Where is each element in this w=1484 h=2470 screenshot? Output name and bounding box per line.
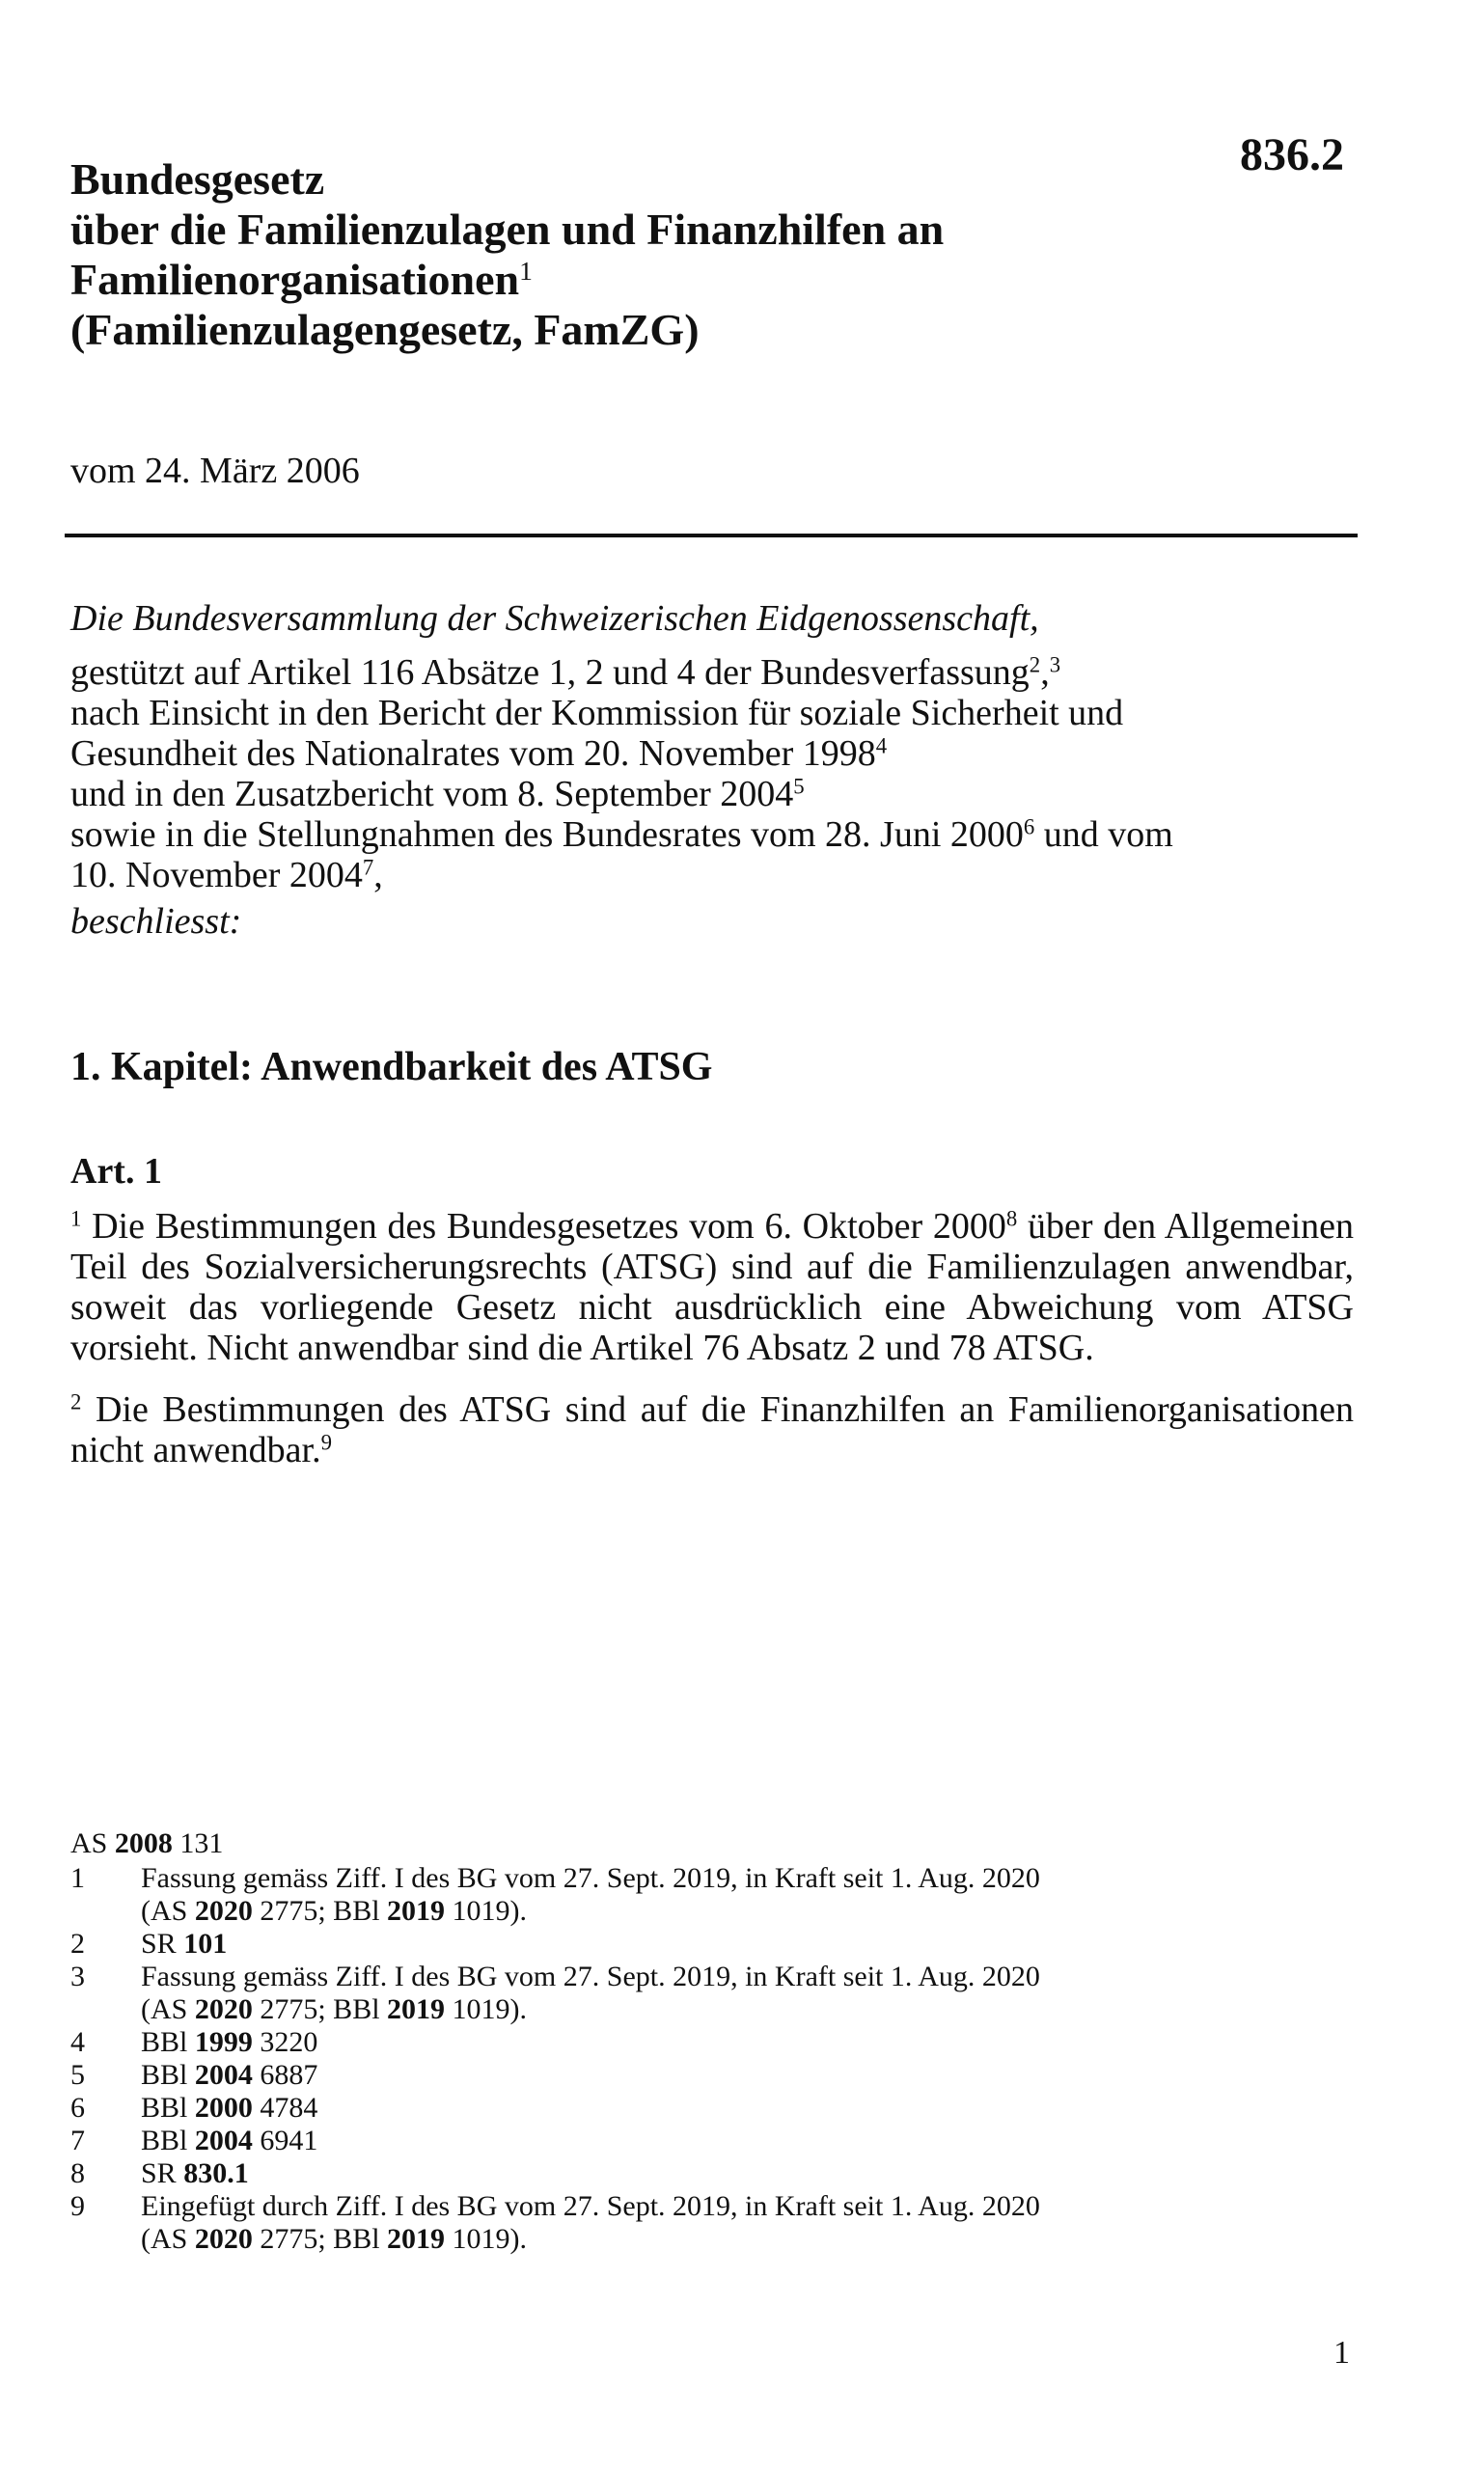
footnote-item: 7 BBl 2004 6941	[70, 2125, 318, 2156]
footnote-ref[interactable]: 8	[1005, 1206, 1018, 1231]
footnote-ref[interactable]: 1	[519, 255, 533, 286]
divider	[65, 534, 1358, 537]
footnote-ref[interactable]: 9	[320, 1430, 332, 1455]
article-paragraph-1: $^1$ Die Bestimmungen des Bundesgesetzes vom 6. Oktober 2000$^8$ über den Allgemeinen Teil des Sozialversicherungsrechts (ATSG) sind auf die Familienzulagen anwendbar, soweit das vorliegende Gesetz nicht ausdrücklich eine Abweichung vom ATSG vorsieht. Nicht anwendbar sind die Artikel 76 Absatz 2 und 78 ATSG.	[70, 1206, 1355, 1368]
preamble-line: und in den Zusatzbericht vom 8. September 2004$^5$	[70, 774, 805, 814]
preamble-line: nach Einsicht in den Bericht der Kommission für soziale Sicherheit und	[70, 693, 1124, 733]
footnote-item: 9 Eingefügt durch Ziff. I des BG vom 27. Sept. 2019, in Kraft seit 1. Aug. 2020 (AS 2020 2775; BBl 2019 1019).	[70, 2190, 1040, 2255]
footnote-item: 6 BBl 2000 4784	[70, 2092, 318, 2124]
footnote-item: 2 SR 101	[70, 1928, 228, 1960]
preamble-line: Gesundheit des Nationalrates vom 20. November 1998$^4$	[70, 733, 888, 774]
footnote-item: 5 BBl 2004 6887	[70, 2059, 318, 2091]
chapter-heading: 1. Kapitel: Anwendbarkeit des ATSG	[70, 1045, 713, 1089]
footnote-ref[interactable]: 2	[1029, 652, 1041, 677]
footnote-ref[interactable]: 6	[1023, 814, 1035, 839]
paragraph-number: 2	[70, 1389, 82, 1414]
preamble-body	[70, 652, 1363, 895]
title-line-1: Bundesgesetz	[70, 154, 325, 204]
title-line-3: Familienorganisationen$^1$	[70, 255, 533, 304]
preamble-line: 10. November 2004$^7$,	[70, 855, 383, 895]
page-number: 1	[1333, 2335, 1350, 2371]
footnote-item: 3 Fassung gemäss Ziff. I des BG vom 27. Sept. 2019, in Kraft seit 1. Aug. 2020 (AS 2020 2775; BBl 2019 1019).	[70, 1961, 1040, 2025]
preamble-line: gestützt auf Artikel 116 Absätze 1, 2 und 4 der Bundesverfassung$^2$,$^3$	[70, 652, 1061, 693]
preamble	[70, 598, 1363, 942]
footnote-item: 1 Fassung gemäss Ziff. I des BG vom 27. Sept. 2019, in Kraft seit 1. Aug. 2020 (AS 2020 2775; BBl 2019 1019).	[70, 1862, 1040, 1927]
footnote-item: 4 BBl 1999 3220	[70, 2026, 318, 2058]
as-reference: AS 2008 131	[70, 1827, 224, 1859]
article-title: Art. 1	[70, 1151, 162, 1192]
title-line-2: über die Familienzulagen und Finanzhilfen an	[70, 205, 945, 254]
article-paragraph-2: $^2$ Die Bestimmungen des ATSG sind auf die Finanzhilfen an Familienorganisationen nicht anwendbar.$^9$	[70, 1389, 1354, 1470]
footnote-ref[interactable]: 5	[793, 774, 805, 799]
preamble-line: sowie in die Stellungnahmen des Bundesrates vom 28. Juni 2000$^6$ und vom	[70, 814, 1173, 855]
sr-number: 836.2	[1240, 129, 1344, 180]
law-title	[70, 154, 1228, 355]
footnote-ref[interactable]: 4	[875, 733, 888, 758]
preamble-intro: Die Bundesversammlung der Schweizerischen Eidgenossenschaft,	[70, 598, 1039, 639]
paragraph-number: 1	[70, 1206, 82, 1231]
footnote-item: 8 SR 830.1	[70, 2157, 249, 2189]
short-title: (Familienzulagengesetz, FamZG)	[70, 305, 700, 354]
footnotes	[70, 1827, 1325, 2256]
law-date: vom 24. März 2006	[70, 451, 360, 491]
footnote-ref[interactable]: 3	[1049, 652, 1061, 677]
footnote-ref[interactable]: 7	[362, 855, 374, 880]
preamble-closing: beschliesst:	[70, 901, 242, 942]
